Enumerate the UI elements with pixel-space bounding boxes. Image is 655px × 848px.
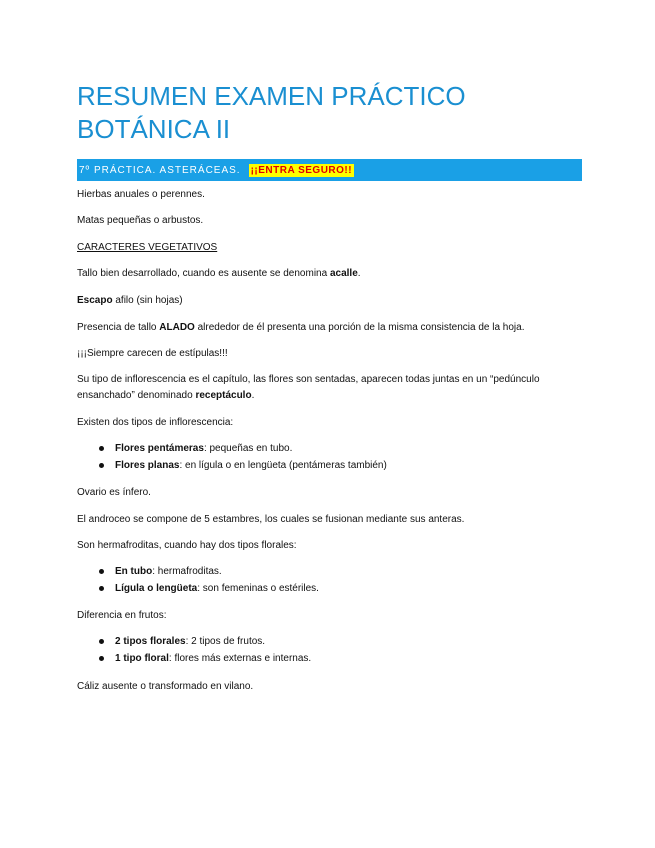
list-item-bold: Flores planas <box>115 460 180 471</box>
list-item <box>77 457 387 474</box>
list-item-text: : flores más externas e internas. <box>168 653 312 664</box>
list-item-text: : pequeñas en tubo. <box>203 443 293 454</box>
escapo-bold: Escapo <box>77 295 113 306</box>
list-item-text: : 2 tipos de frutos. <box>185 636 266 647</box>
list-item <box>77 650 311 667</box>
inflorescencia-text: Su tipo de inflorescencia es el capítulo, las flores son sentadas, aparecen todas juntas en un “pedúnculo ensanchado” denominado <box>77 374 540 401</box>
list-item-bold: Lígula o lengüeta <box>115 583 198 594</box>
paragraph-inflorescencia <box>77 372 582 404</box>
inflorescencia-bold: receptáculo <box>195 390 252 401</box>
title-line-2: BOTÁNICA II <box>77 114 231 144</box>
paragraph-androceo: El androceo se compone de 5 estambres, los cuales se fusionan mediante sus anteras. <box>77 514 465 525</box>
bullet-list-frutos <box>77 633 311 667</box>
list-item-text: : son femeninas o estériles. <box>197 583 319 594</box>
tallo-end: . <box>357 268 361 279</box>
document-title <box>77 80 466 146</box>
paragraph-matas: Matas pequeñas o arbustos. <box>77 215 204 226</box>
title-line-1: RESUMEN EXAMEN PRÁCTICO <box>77 81 466 111</box>
banner-text: 7º PRÁCTICA. ASTERÁCEAS. <box>79 164 241 176</box>
list-item-bold: 1 tipo floral <box>115 653 169 664</box>
tallo-bold: acalle <box>329 268 358 279</box>
escapo-text: afilo (sin hojas) <box>112 295 183 306</box>
paragraph-hierbas: Hierbas anuales o perennes. <box>77 189 205 200</box>
alado-text: Presencia de tallo <box>77 322 160 333</box>
inflorescencia-end: . <box>251 390 255 401</box>
list-item-bold: 2 tipos florales <box>115 636 186 647</box>
list-item <box>77 440 387 457</box>
list-item-bold: Flores pentámeras <box>115 443 204 454</box>
paragraph-tallo <box>77 266 582 282</box>
list-item-text: : en lígula o en lengüeta (pentámeras también) <box>179 460 387 471</box>
bullet-list-tipos-florales <box>77 563 319 597</box>
list-item-bold: En tubo <box>115 566 153 577</box>
paragraph-ovario: Ovario es ínfero. <box>77 487 151 498</box>
list-item <box>77 563 319 580</box>
paragraph-tipos-inflorescencia: Existen dos tipos de inflorescencia: <box>77 417 234 428</box>
paragraph-hermafroditas: Son hermafroditas, cuando hay dos tipos florales: <box>77 540 297 551</box>
tallo-text: Tallo bien desarrollado, cuando es ausente se denomina <box>77 268 330 279</box>
paragraph-caliz: Cáliz ausente o transformado en vilano. <box>77 681 254 692</box>
list-item <box>77 633 311 650</box>
alado-bold: ALADO <box>159 322 195 333</box>
section-banner <box>77 159 582 181</box>
heading-caracteres-vegetativos: CARACTERES VEGETATIVOS <box>77 242 218 253</box>
list-item <box>77 580 319 597</box>
bullet-list-inflorescencia <box>77 440 387 474</box>
banner-highlight: ¡¡ENTRA SEGURO!! <box>250 164 353 176</box>
paragraph-frutos: Diferencia en frutos: <box>77 610 167 621</box>
paragraph-estipulas: ¡¡¡Siempre carecen de estípulas!!! <box>77 348 228 359</box>
paragraph-alado <box>77 320 582 336</box>
paragraph-escapo <box>77 293 582 309</box>
alado-end: alrededor de él presenta una porción de la misma consistencia de la hoja. <box>194 322 525 333</box>
list-item-text: : hermafroditas. <box>152 566 222 577</box>
